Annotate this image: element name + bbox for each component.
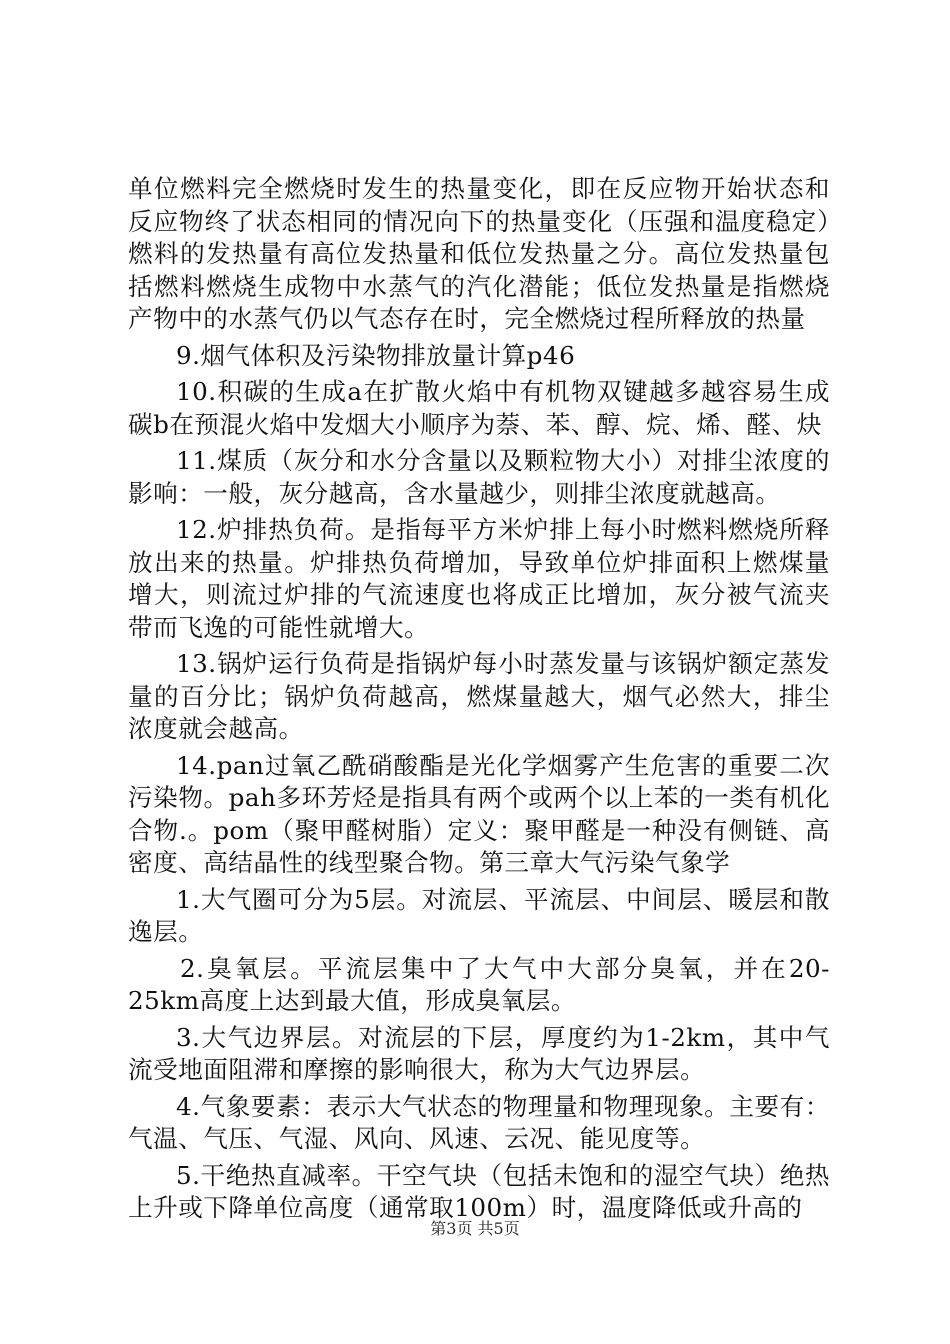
- paragraph-ch3-item-3: 3.大气边界层。对流层的下层，厚度约为1-2km，其中气流受地面阻滞和摩擦的影响很大，称为大气边界层。: [128, 1022, 830, 1084]
- page-number-label: 第3页 共5页: [430, 1219, 520, 1238]
- paragraph-item-14: 14.pan过氧乙酰硝酸酯是光化学烟雾产生危害的重要二次污染物。pah多环芳烃是指具有两个或两个以上苯的一类有机化合物.。pom（聚甲醛树脂）定义：聚甲醛是一种没有侧链、高密度、高结晶性的线型聚合物。第三章大气污染气象学: [128, 750, 830, 877]
- page-footer: [0, 1219, 950, 1239]
- paragraph-item-10: 10.积碳的生成a在扩散火焰中有机物双键越多越容易生成碳b在预混火焰中发烟大小顺序为萘、苯、醇、烷、烯、醛、炔: [128, 377, 830, 439]
- paragraph-item-9: 9.烟气体积及污染物排放量计算p46: [176, 340, 576, 370]
- paragraph-item-11: 11.煤质（灰分和水分含量以及颗粒物大小）对排尘浓度的影响：一般，灰分越高，含水量越少，则排尘浓度就越高。: [128, 446, 830, 508]
- paragraph-ch3-item-2: 2.臭氧层。平流层集中了大气中大部分臭氧，并在20-25km高度上达到最大值，形成臭氧层。: [128, 953, 830, 1015]
- paragraph-ch3-item-5: 5.干绝热直减率。干空气块（包括未饱和的湿空气块）绝热上升或下降单位高度（通常取100m）时，温度降低或升高的: [128, 1160, 830, 1222]
- paragraph-item-13: 13.锅炉运行负荷是指锅炉每小时蒸发量与该锅炉额定蒸发量的百分比；锅炉负荷越高，燃煤量越大，烟气必然大，排尘浓度就会越高。: [128, 649, 830, 743]
- paragraph-ch3-item-1: 1.大气圈可分为5层。对流层、平流层、中间层、暖层和散逸层。: [128, 884, 830, 946]
- paragraph-heat-value-definition: 单位燃料完全燃烧时发生的热量变化，即在反应物开始状态和反应物终了状态相同的情况向下的热量变化（压强和温度稳定）燃料的发热量有高位发热量和低位发热量之分。高位发热量包括燃料燃烧生成物中水蒸气的汽化潜能；低位发热量是指燃烧产物中的水蒸气仍以气态存在时，完全燃烧过程所释放的热量: [128, 174, 830, 333]
- paragraph-item-12: 12.炉排热负荷。是指每平方米炉排上每小时燃料燃烧所释放出来的热量。炉排热负荷增加，导致单位炉排面积上燃煤量增大，则流过炉排的气流速度也将成正比增加，灰分被气流夹带而飞逸的可能性就增大。: [128, 515, 830, 642]
- document-body: [128, 173, 830, 1229]
- paragraph-ch3-item-4: 4.气象要素：表示大气状态的物理量和物理现象。主要有：气温、气压、气湿、风向、风速、云况、能见度等。: [128, 1091, 830, 1153]
